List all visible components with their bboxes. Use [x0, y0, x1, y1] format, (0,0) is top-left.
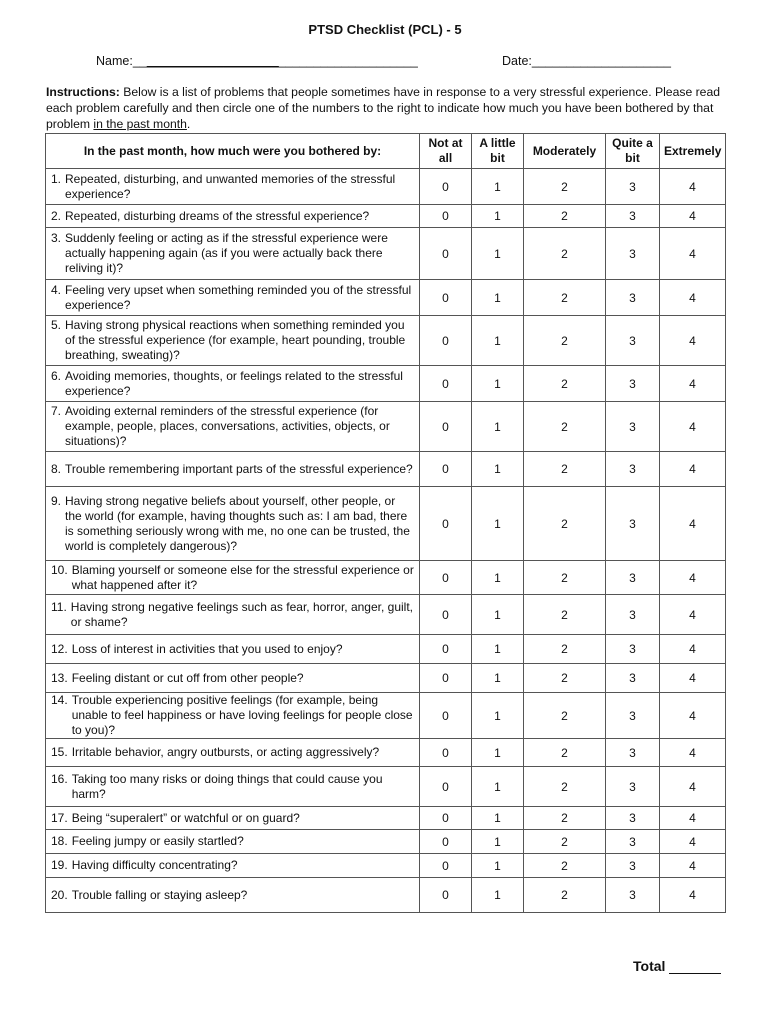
- header-row: [46, 134, 726, 169]
- item-question: Having strong physical reactions when something reminded you of the stressful experience (for example, heart pounding, trouble breathing, sweating)?: [65, 318, 406, 362]
- score-option[interactable]: 0: [420, 830, 472, 854]
- score-option[interactable]: 0: [420, 487, 472, 561]
- score-option[interactable]: 0: [420, 280, 472, 316]
- table-row: [46, 228, 726, 280]
- score-option[interactable]: 4: [660, 280, 726, 316]
- score-option[interactable]: 0: [420, 878, 472, 913]
- score-option[interactable]: 3: [606, 878, 660, 913]
- item-number: 20.: [51, 887, 68, 902]
- item-text: [46, 739, 420, 767]
- score-option[interactable]: 2: [524, 169, 606, 205]
- score-option[interactable]: 4: [660, 664, 726, 693]
- score-option[interactable]: 3: [606, 366, 660, 402]
- item-text: [46, 487, 420, 561]
- item-question: Feeling jumpy or easily startled?: [71, 834, 244, 848]
- score-option[interactable]: 4: [660, 169, 726, 205]
- instructions-heading: Instructions:: [46, 85, 120, 99]
- score-option[interactable]: 3: [606, 664, 660, 693]
- score-option[interactable]: 1: [472, 664, 524, 693]
- item-number: 2.: [51, 208, 62, 223]
- score-option[interactable]: 3: [606, 693, 660, 739]
- score-option[interactable]: 2: [524, 205, 606, 228]
- column-header-not-at-all: Not at all: [420, 134, 472, 169]
- item-number: 18.: [51, 834, 68, 848]
- score-option[interactable]: 3: [606, 169, 660, 205]
- table-row: [46, 561, 726, 595]
- score-option[interactable]: 2: [524, 664, 606, 693]
- score-option[interactable]: 1: [472, 693, 524, 739]
- score-option[interactable]: 3: [606, 280, 660, 316]
- item-number: 7.: [51, 404, 62, 418]
- score-option[interactable]: 1: [472, 830, 524, 854]
- item-number: 16.: [51, 771, 68, 786]
- item-text: [46, 664, 420, 693]
- score-option[interactable]: 2: [524, 452, 606, 487]
- score-option[interactable]: 1: [472, 452, 524, 487]
- item-number: 15.: [51, 745, 68, 759]
- item-question: Irritable behavior, angry outbursts, or acting aggressively?: [71, 745, 380, 759]
- score-option[interactable]: 4: [660, 595, 726, 635]
- item-text: [46, 878, 420, 913]
- score-option[interactable]: 3: [606, 205, 660, 228]
- item-question: Taking too many risks or doing things that could cause you harm?: [71, 771, 383, 801]
- table-row: [46, 854, 726, 878]
- name-date-row: [96, 54, 696, 68]
- score-option[interactable]: 0: [420, 228, 472, 280]
- score-option[interactable]: 1: [472, 169, 524, 205]
- table-row: [46, 739, 726, 767]
- score-option[interactable]: 0: [420, 561, 472, 595]
- score-option[interactable]: 4: [660, 561, 726, 595]
- score-option[interactable]: 2: [524, 767, 606, 807]
- score-option[interactable]: 1: [472, 807, 524, 830]
- table-row: [46, 664, 726, 693]
- score-option[interactable]: 2: [524, 595, 606, 635]
- item-number: 11.: [51, 599, 67, 614]
- table-row: [46, 366, 726, 402]
- score-option[interactable]: 0: [420, 664, 472, 693]
- score-option[interactable]: 1: [472, 561, 524, 595]
- item-question: Having strong negative beliefs about yourself, other people, or the world (for example, having thoughts such as: I am bad, there is something seriously wrong with me, no one can be trusted, the world is completely dangerous)?: [65, 493, 410, 553]
- score-option[interactable]: 4: [660, 830, 726, 854]
- score-option[interactable]: 4: [660, 316, 726, 366]
- item-question: Repeated, disturbing, and unwanted memories of the stressful experience?: [65, 171, 396, 201]
- item-number: 1.: [51, 171, 62, 186]
- table-row: [46, 205, 726, 228]
- score-option[interactable]: 4: [660, 487, 726, 561]
- item-question: Loss of interest in activities that you used to enjoy?: [71, 641, 343, 656]
- score-option[interactable]: 2: [524, 878, 606, 913]
- item-question: Repeated, disturbing dreams of the stressful experience?: [65, 208, 370, 223]
- item-text: [46, 561, 420, 595]
- score-option[interactable]: 2: [524, 635, 606, 664]
- item-text: [46, 830, 420, 854]
- column-header-a-little-bit: A little bit: [472, 134, 524, 169]
- score-option[interactable]: 4: [660, 635, 726, 664]
- item-question: Trouble falling or staying asleep?: [71, 887, 248, 902]
- item-text: [46, 205, 420, 228]
- item-question: Being “superalert” or watchful or on guard?: [71, 810, 300, 825]
- score-option[interactable]: 3: [606, 561, 660, 595]
- item-question: Feeling distant or cut off from other people?: [71, 670, 304, 685]
- score-option[interactable]: 1: [472, 767, 524, 807]
- form-title: PTSD Checklist (PCL) - 5: [308, 22, 462, 37]
- score-option[interactable]: 2: [524, 487, 606, 561]
- score-option[interactable]: 2: [524, 402, 606, 452]
- score-option[interactable]: 0: [420, 807, 472, 830]
- item-text: [46, 854, 420, 878]
- score-option[interactable]: 1: [472, 854, 524, 878]
- score-option[interactable]: 3: [606, 767, 660, 807]
- table-row: [46, 169, 726, 205]
- score-option[interactable]: 4: [660, 452, 726, 487]
- score-option[interactable]: 2: [524, 807, 606, 830]
- item-question: Avoiding memories, thoughts, or feelings related to the stressful experience?: [65, 368, 403, 398]
- score-option[interactable]: 2: [524, 830, 606, 854]
- item-number: 6.: [51, 368, 62, 383]
- score-option[interactable]: 1: [472, 635, 524, 664]
- score-option[interactable]: 3: [606, 830, 660, 854]
- question-header: In the past month, how much were you bothered by:: [46, 134, 420, 169]
- table-row: [46, 487, 726, 561]
- score-option[interactable]: 3: [606, 228, 660, 280]
- score-option[interactable]: 3: [606, 595, 660, 635]
- table-row: [46, 830, 726, 854]
- score-option[interactable]: 2: [524, 739, 606, 767]
- score-option[interactable]: 4: [660, 693, 726, 739]
- score-option[interactable]: 0: [420, 316, 472, 366]
- checklist-table: [45, 133, 726, 913]
- item-number: 8.: [51, 461, 62, 476]
- score-option[interactable]: 1: [472, 228, 524, 280]
- item-number: 12.: [51, 641, 68, 656]
- table-row: [46, 693, 726, 739]
- score-option[interactable]: 3: [606, 316, 660, 366]
- score-option[interactable]: 3: [606, 452, 660, 487]
- table-row: [46, 316, 726, 366]
- score-option[interactable]: 2: [524, 280, 606, 316]
- score-option[interactable]: 1: [472, 205, 524, 228]
- total-label: Total: [633, 958, 666, 974]
- item-number: 17.: [51, 810, 68, 825]
- score-option[interactable]: 1: [472, 316, 524, 366]
- score-option[interactable]: 0: [420, 169, 472, 205]
- item-number: 10.: [51, 562, 68, 577]
- score-option[interactable]: 2: [524, 228, 606, 280]
- score-option[interactable]: 1: [472, 739, 524, 767]
- score-option[interactable]: 1: [472, 878, 524, 913]
- score-option[interactable]: 0: [420, 635, 472, 664]
- item-text: [46, 807, 420, 830]
- item-text: [46, 595, 420, 635]
- score-option[interactable]: 3: [606, 807, 660, 830]
- item-number: 19.: [51, 858, 68, 872]
- item-number: 3.: [51, 231, 62, 245]
- score-option[interactable]: 4: [660, 807, 726, 830]
- score-option[interactable]: 3: [606, 739, 660, 767]
- item-text: [46, 228, 420, 280]
- item-text: [46, 169, 420, 205]
- total-field: [633, 958, 721, 974]
- score-option[interactable]: 0: [420, 767, 472, 807]
- score-option[interactable]: 4: [660, 878, 726, 913]
- score-option[interactable]: 0: [420, 739, 472, 767]
- table-row: [46, 280, 726, 316]
- item-number: 9.: [51, 493, 62, 508]
- item-text: [46, 402, 420, 452]
- score-option[interactable]: 4: [660, 402, 726, 452]
- score-option[interactable]: 0: [420, 402, 472, 452]
- score-option[interactable]: 4: [660, 767, 726, 807]
- item-question: Feeling very upset when something reminded you of the stressful experience?: [65, 282, 412, 312]
- item-text: [46, 280, 420, 316]
- score-option[interactable]: 0: [420, 452, 472, 487]
- item-number: 14.: [51, 693, 68, 707]
- item-question: Having strong negative feelings such as fear, horror, anger, guilt, or shame?: [70, 599, 414, 629]
- score-option[interactable]: 1: [472, 402, 524, 452]
- item-question: Blaming yourself or someone else for the stressful experience or what happened after it?: [71, 562, 414, 592]
- score-option[interactable]: 4: [660, 205, 726, 228]
- score-option[interactable]: 2: [524, 366, 606, 402]
- score-option[interactable]: 2: [524, 316, 606, 366]
- table-row: [46, 807, 726, 830]
- item-number: 5.: [51, 318, 62, 332]
- table-row: [46, 595, 726, 635]
- score-option[interactable]: 3: [606, 402, 660, 452]
- name-label: Name:_________________________________________: [96, 54, 418, 68]
- score-option[interactable]: 4: [660, 366, 726, 402]
- score-option[interactable]: 0: [420, 366, 472, 402]
- past-month-emphasis: in the past month: [93, 117, 187, 131]
- item-text: [46, 366, 420, 402]
- item-question: Avoiding external reminders of the stressful experience (for example, people, places, conversations, activities, objects, or situations)?: [65, 404, 390, 448]
- item-number: 13.: [51, 670, 68, 685]
- score-option[interactable]: 4: [660, 228, 726, 280]
- total-blank[interactable]: [669, 959, 721, 974]
- column-header-extremely: Extremely: [660, 134, 726, 169]
- score-option[interactable]: 2: [524, 854, 606, 878]
- score-option[interactable]: 1: [472, 280, 524, 316]
- item-text: [46, 452, 420, 487]
- column-header-quite-a-bit: Quite a bit: [606, 134, 660, 169]
- score-option[interactable]: 4: [660, 739, 726, 767]
- score-option[interactable]: 1: [472, 366, 524, 402]
- item-text: [46, 767, 420, 807]
- score-option[interactable]: 0: [420, 693, 472, 739]
- item-text: [46, 635, 420, 664]
- score-option[interactable]: 2: [524, 561, 606, 595]
- score-option[interactable]: 1: [472, 595, 524, 635]
- item-text: [46, 316, 420, 366]
- table-row: [46, 452, 726, 487]
- instructions: Instructions: Below is a list of problems that people sometimes have in response to a very stressful experience. Please read each problem carefully and then circle one of the numbers to the right to indicate how much you have been bothered by that problem in the past month.: [46, 85, 721, 131]
- item-text: [46, 693, 420, 739]
- score-option[interactable]: 0: [420, 205, 472, 228]
- date-label: Date:____________________: [502, 54, 671, 68]
- table-row: [46, 878, 726, 913]
- score-option[interactable]: 4: [660, 854, 726, 878]
- column-header-moderately: Moderately: [524, 134, 606, 169]
- item-question: Trouble experiencing positive feelings (for example, being unable to feel happiness or have loving feelings for people close to you)?: [71, 693, 413, 737]
- item-question: Suddenly feeling or acting as if the stressful experience were actually happening again (as if you were actually back there reliving it)?: [65, 231, 388, 275]
- score-option[interactable]: 0: [420, 595, 472, 635]
- score-option[interactable]: 3: [606, 487, 660, 561]
- table-row: [46, 402, 726, 452]
- table-row: [46, 767, 726, 807]
- score-option[interactable]: 2: [524, 693, 606, 739]
- score-option[interactable]: 3: [606, 635, 660, 664]
- score-option[interactable]: 0: [420, 854, 472, 878]
- item-number: 4.: [51, 282, 62, 297]
- score-option[interactable]: 3: [606, 854, 660, 878]
- table-row: [46, 635, 726, 664]
- item-question: Trouble remembering important parts of the stressful experience?: [65, 461, 413, 476]
- score-option[interactable]: 1: [472, 487, 524, 561]
- item-question: Having difficulty concentrating?: [71, 858, 238, 872]
